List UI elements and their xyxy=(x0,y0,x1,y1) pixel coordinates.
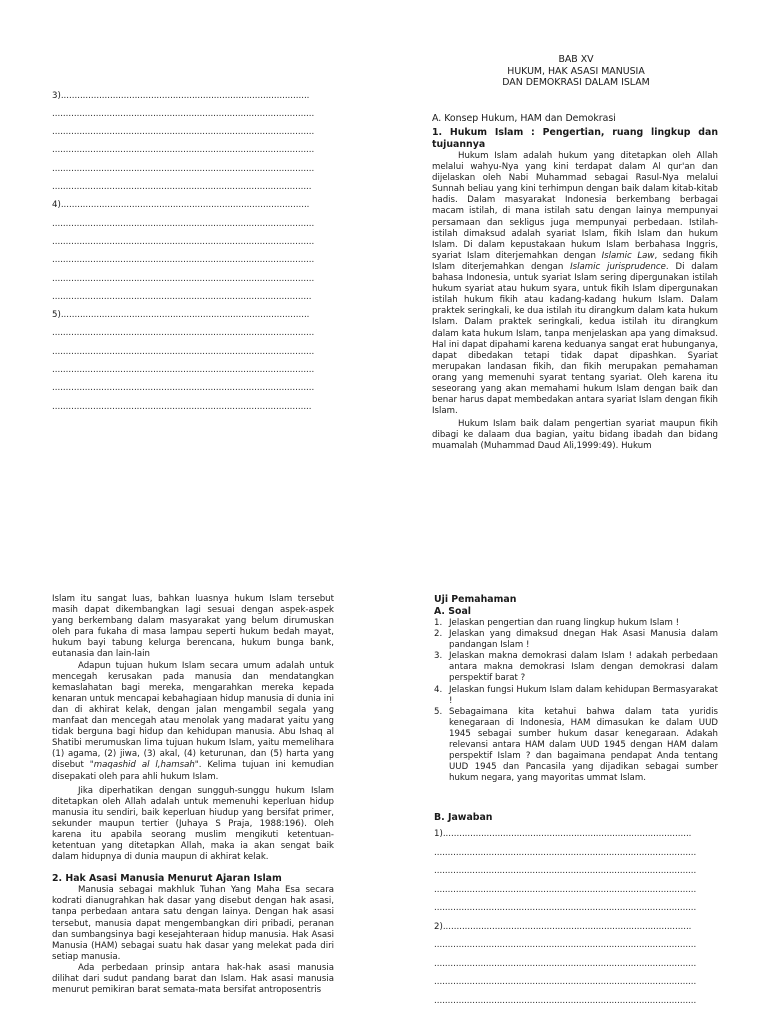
answer-line: ............................................................................................... xyxy=(52,182,312,193)
answer-line: ................................................................................................ xyxy=(434,866,697,877)
question-number: 3. xyxy=(434,651,443,662)
question-text: Jelaskan pengertian dan ruang lingkup hukum Islam ! xyxy=(449,618,680,628)
answer-line: ................................................................................................ xyxy=(52,163,315,174)
answer-line: ................................................................................................ xyxy=(52,383,315,394)
question-list xyxy=(434,618,718,784)
section-a xyxy=(432,113,718,453)
paragraph-ibadah-muamalah: Hukum Islam baik dalam pengertian syariat maupun fikih dibagi ke dalaam dua bagian, yaitu bidang ibadah dan bidang muamalah (Muhammad Daud Ali,1999:49). Hukum xyxy=(432,419,718,452)
chapter-title-line2: DAN DEMOKRASI DALAM ISLAM xyxy=(502,77,650,88)
answer-line: ................................................................................................ xyxy=(434,940,697,951)
question-number: 2. xyxy=(434,629,443,640)
question-text: Sebagaimana kita ketahui bahwa dalam tata yuridis kenegaraan di Indonesia, HAM dimasukan ke dalam UUD 1945 sebagai sumber hukum dasar kenegaraan. Adakah relevansi antara HAM dalam UUD 1945 dengan HAM dalam perspektif Islam ? dan bagaimana pendapat Anda tentang UUD 1945 dan Pancasila yang dijadikan sebagai sumber hukum negara, yang mayoritas ummat Islam. xyxy=(449,706,718,784)
question-number: 5. xyxy=(434,706,443,717)
answer-line: ................................................................................................ xyxy=(52,127,315,138)
answer-line: 4)........................................................................................... xyxy=(52,200,310,211)
answer-line: ................................................................................................ xyxy=(52,365,315,376)
question-item xyxy=(434,685,718,707)
answer-line: ................................................................................................ xyxy=(434,977,697,988)
answer-line: ................................................................................................ xyxy=(434,995,697,1006)
answer-line: ................................................................................................ xyxy=(52,328,315,339)
answer-line: 2)........................................................................................... xyxy=(434,921,692,932)
paragraph-luas-hukum: Islam itu sangat luas, bahkan luasnya hukum Islam tersebut masih dapat dikembangkan lagi sesuai dengan aspek-aspek yang berkembang dalam masyarakat yang belum dirumuskan oleh para fukaha di masa lampau seperti hukum bedah mayat, hukum bayi tabung kelurga berencana, hukum bunga bank, eutanasia dan lain-lain xyxy=(52,594,334,660)
answer-line: ................................................................................................ xyxy=(52,273,315,284)
chapter-title-line1: HUKUM, HAK ASASI MANUSIA xyxy=(507,65,645,77)
answer-line: ................................................................................................ xyxy=(434,884,697,895)
question-item xyxy=(434,629,718,651)
paragraph-keperluan-hidup: Jika diperhatikan dengan sungguh-sunggu hukum Islam ditetapkan oleh Allah adalah untuk memenuhi keperluan hidup manusia itu sendiri, baik keperluan hiudup yang bersifat primer, sekunder maupun tertier (Juhaya S Praja, 1988:196). Oleh karena itu apabila seorang muslim mengikuti ketentuan-ketentuan yang ditetapkan Allah, maka ia akan sengat baik dalam hidupnya di dunia maupun di akhirat kelak. xyxy=(52,785,334,863)
answer-line: 3)........................................................................................... xyxy=(52,90,310,101)
question-item xyxy=(434,707,718,785)
answer-line: ................................................................................................ xyxy=(52,346,315,357)
bottom-right-answer-lines xyxy=(434,825,718,1010)
answer-line: ................................................................................................ xyxy=(434,903,697,914)
question-number: 4. xyxy=(434,684,443,695)
chapter-header xyxy=(432,54,720,89)
answer-line: ................................................................................................ xyxy=(52,218,315,229)
subsection-1-heading: 1. Hukum Islam : Pengertian, ruang lingkup dan tujuannya xyxy=(432,127,718,150)
question-text: Jelaskan yang dimaksud dnegan Hak Asasi Manusia dalam pandangan Islam ! xyxy=(449,629,718,651)
paragraph-tujuan-hukum: Adapun tujuan hukum Islam secara umum adalah untuk mencegah kerusakan pada manusia dan mendatangkan kemaslahatan bagi mereka, mengarahkan mereka kepada kenaran untuk mencapai kebahagiaan hidup manusia di dunia ini dan di akhirat kelak, dengan jalan mengambil segala yang manfaat dan mencegah atau menolak yang madarat yaitu yang tidak berguna bagi hidup dan kehidupan manusia. Abu Ishaq al Shatibi merumuskan lima tujuan hukum Islam, yaitu memelihara (1) agama, (2) jiwa, (3) akal, (4) keturunan, dan (5) harta yang disebut "maqashid al l,hamsah". Kelima tujuan ini kemudian disepakati oleh para ahli hukum Islam. xyxy=(52,660,334,782)
soal-heading: A. Soal xyxy=(434,606,471,617)
answer-line: ................................................................................................ xyxy=(52,108,315,119)
question-number: 1. xyxy=(434,618,443,628)
answer-line: ............................................................................................... xyxy=(52,401,312,412)
question-text: Jelaskan fungsi Hukum Islam dalam kehidupan Bermasyarakat ! xyxy=(449,684,718,706)
question-item xyxy=(434,618,718,629)
answer-line: ................................................................................................ xyxy=(434,958,697,969)
jawaban-heading: B. Jawaban xyxy=(434,812,493,824)
top-left-answer-lines xyxy=(52,50,334,434)
answer-line: ................................................................................................ xyxy=(52,236,315,247)
paragraph-manusia-makhluk: Manusia sebagai makhluk Tuhan Yang Maha Esa secara kodrati dianugrahkan hak dasar yang disebut dengan hak asasi, tanpa perbedaan antara satu dengan lainya. Dengan hak asasi tersebut, manusia dapat mengembangkan diri pribadi, peranan dan sumbangsinya bagi kesejahteraan hidup manusia. Hak Asasi Manusia (HAM) sebagai suatu hak dasar yang melekat pada diri setiap manusia. xyxy=(52,885,334,962)
uji-title: Uji Pemahaman xyxy=(434,594,517,605)
subsection-2-heading: 2. Hak Asasi Manusia Menurut Ajaran Islam xyxy=(52,873,282,885)
answer-line: ............................................................................................... xyxy=(52,291,312,302)
answer-line: 5)........................................................................................... xyxy=(52,310,310,321)
answer-line: ................................................................................................ xyxy=(52,255,315,266)
bottom-left-text xyxy=(52,594,334,996)
answer-line: ................................................................................................ xyxy=(434,847,697,858)
paragraph-perbedaan-prinsip: Ada perbedaan prinsip antara hak-hak asasi manusia dilihat dari sudut pandang barat dan Islam. Hak asasi manusia menurut pemikiran barat semata-mata bersifat antroposentris xyxy=(52,962,334,996)
uji-pemahaman xyxy=(434,594,718,1010)
question-item xyxy=(434,651,718,684)
question-text: Jelaskan makna demokrasi dalam Islam ! adakah perbedaan antara makna demokrasi Islam dengan demokrasi dalam perspektif barat ? xyxy=(449,651,718,684)
answer-line: ................................................................................................ xyxy=(52,145,315,156)
answer-line: 1)........................................................................................... xyxy=(434,829,692,840)
section-a-heading: A. Konsep Hukum, HAM dan Demokrasi xyxy=(432,113,616,124)
chapter-number: BAB XV xyxy=(558,54,594,65)
paragraph-hukum-islam: Hukum Islam adalah hukum yang ditetapkan oleh Allah melalui wahyu-Nya yang kini terdapat dalam Al qur'an dan dijelaskan oleh Nabi Muhammad sebagai Rasul-Nya melalui Sunnah beliau yang kini terhimpun dengan baik dalam kitab-kitab hadis. Dalam masyarakat Indonesia berkembang berbagai macam istilah, di mana istilah satu dengan lainya mempunyai persamaan dan sekligus juga mempunyai perbedaan. Istilah-istilah dimaksud adalah syariat Islam, fikih Islam dan hukum Islam. Di dalam kepustakaan hukum Islam berbahasa Inggris, syariat Islam diterjemahkan dengan Islamic Law, sedang fikih Islam diterjemahkan dengan Islamic jurisprudence. Di dalam bahasa Indonesia, untuk syariat Islam sering dipergunakan istilah hukum syariat atau hukum syara, untuk fikih Islam dipergunakan istilah hukum fikih atau kadang-kadang hukum Islam. Dalam praktek seringkali, ke dua istilah itu dirangkum dalam kata hukum Islam. Dalam praktek seringkali, kedua istilah itu dirangkum dalam kata hukum Islam, tanpa menjelaskan apa yang dimaksud. Hal ini dapat dipahami karena keduanya sangat erat hubunganya, dapat dibedakan tetapi tidak dapat dipashkan. Syariat merupakan landasan fikih, dan fikih merupakan pemahaman orang yang memenuhi syarat tentang syariat. Oleh karena itu seseorang yang akan memahami hukum Islam dengan baik dan benar harus dapat membedakan antara syariat Islam dengan fikih Islam. xyxy=(432,151,719,417)
